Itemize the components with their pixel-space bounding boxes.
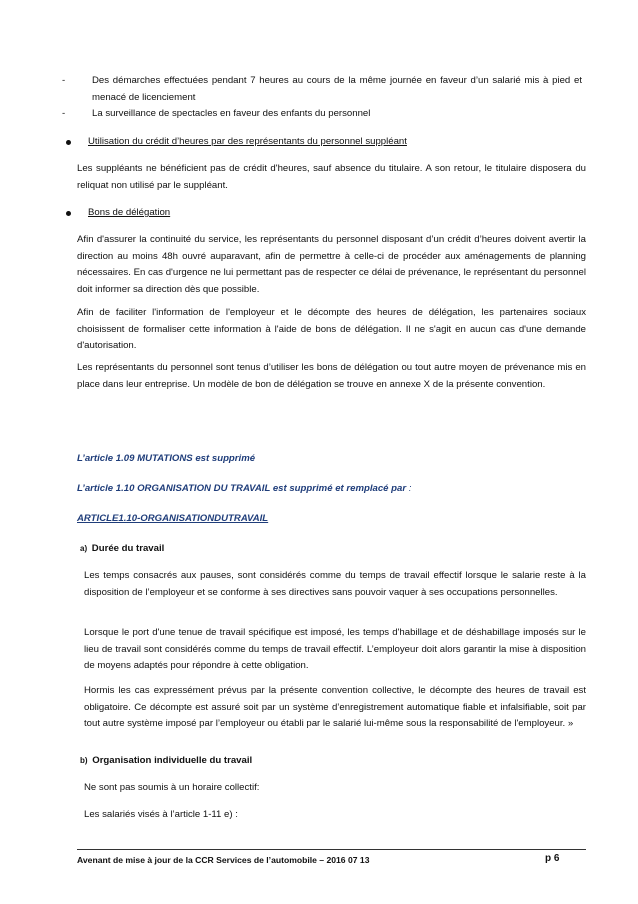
article-110-text: L’article 1.10 ORGANISATION DU TRAVAIL est supprimé et remplacé par <box>77 483 407 494</box>
section-heading: Bons de délégation <box>88 207 171 218</box>
paragraph: Ne sont pas soumis à un horaire collectif: <box>84 782 260 793</box>
footer-title: Avenant de mise à jour de la CCR Services de l’automobile – 2016 07 13 <box>77 855 370 865</box>
subsection-letter: b) <box>80 756 88 765</box>
paragraph: Afin de faciliter l'information de l'employeur et le décompte des heures de délégation, les partenaires sociaux choisissent de formaliser cette information à l'aide de bons de délégation. Il ne s'agit en aucun cas d'une demande d'autorisation. <box>77 307 586 352</box>
subsection-b-heading <box>80 753 252 770</box>
section-heading: Utilisation du crédit d’heures par des représentants du personnel suppléant <box>88 136 407 147</box>
list-item-text: Des démarches effectuées pendant 7 heures au cours de la même journée en faveur d’un salarié mis à pied et menacé de licenciement <box>92 75 582 103</box>
paragraph: Les temps consacrés aux pauses, sont considérés comme du temps de travail effectif lorsque le salarie reste à la disposition de l’employeur et se conforme à ses directives sans pouvoir vaquer à ses occupations personnelles. <box>84 570 586 598</box>
dash-marker: - <box>62 108 66 119</box>
subsection-title: Durée du travail <box>91 543 165 554</box>
paragraph: Afin d'assurer la continuité du service, les représentants du personnel disposant d’un crédit d’heures doivent avertir la direction au moins 48h ouvré auparavant, afin de permettre à celle-ci de procéder aux aménagements de planning nécessaires. En cas d'urgence ne lui permettant pas de respecter ce délai de prévenance, le représentant du personnel doit informer sa direction dès que possible. <box>77 234 586 295</box>
bullet-icon <box>66 140 71 145</box>
footer-divider <box>77 849 586 850</box>
subsection-a-heading <box>80 541 164 558</box>
bullet-icon <box>66 211 71 216</box>
page-number: p 6 <box>545 853 560 864</box>
list-item-text: La surveillance de spectacles en faveur des enfants du personnel <box>92 108 371 119</box>
article-110-note <box>77 481 411 498</box>
article-110-suffix: : <box>406 483 412 494</box>
subsection-letter: a) <box>80 544 88 553</box>
paragraph: Les salariés visés à l’article 1-11 e) : <box>84 809 238 820</box>
article-title: ARTICLE1.10-ORGANISATIONDUTRAVAIL <box>77 513 269 524</box>
paragraph: Les suppléants ne bénéficient pas de crédit d'heures, sauf absence du titulaire. A son retour, le titulaire disposera du reliquat non utilisé par le suppléant. <box>77 163 586 191</box>
dash-marker: - <box>62 75 66 86</box>
paragraph: Lorsque le port d'une tenue de travail spécifique est imposé, les temps d'habillage et de déshabillage imposés sur le lieu de travail sont considérés comme du temps de travail effectif. L’employeur doit alors garantir la mise à disposition de moyens adaptés pour répondre à cette obligation. <box>84 627 586 672</box>
subsection-title: Organisation individuelle du travail <box>92 755 253 766</box>
paragraph: Hormis les cas expressément prévus par la présente convention collective, le décompte des heures de travail est obligatoire. Ce décompte est assuré soit par un système d’enregistrement automatique fiable et infalsifiable, soit par tout autre système imposé par l’employeur ou établi par le salarié lui-même sous la responsabilité de l'employeur. » <box>84 685 586 730</box>
paragraph: Les représentants du personnel sont tenus d’utiliser les bons de délégation ou tout autre moyen de prévenance mis en place dans leur entreprise. Un modèle de bon de délégation se trouve en annexe X de la présente convention. <box>77 362 586 390</box>
article-109-note: L’article 1.09 MUTATIONS est supprimé <box>77 453 256 464</box>
